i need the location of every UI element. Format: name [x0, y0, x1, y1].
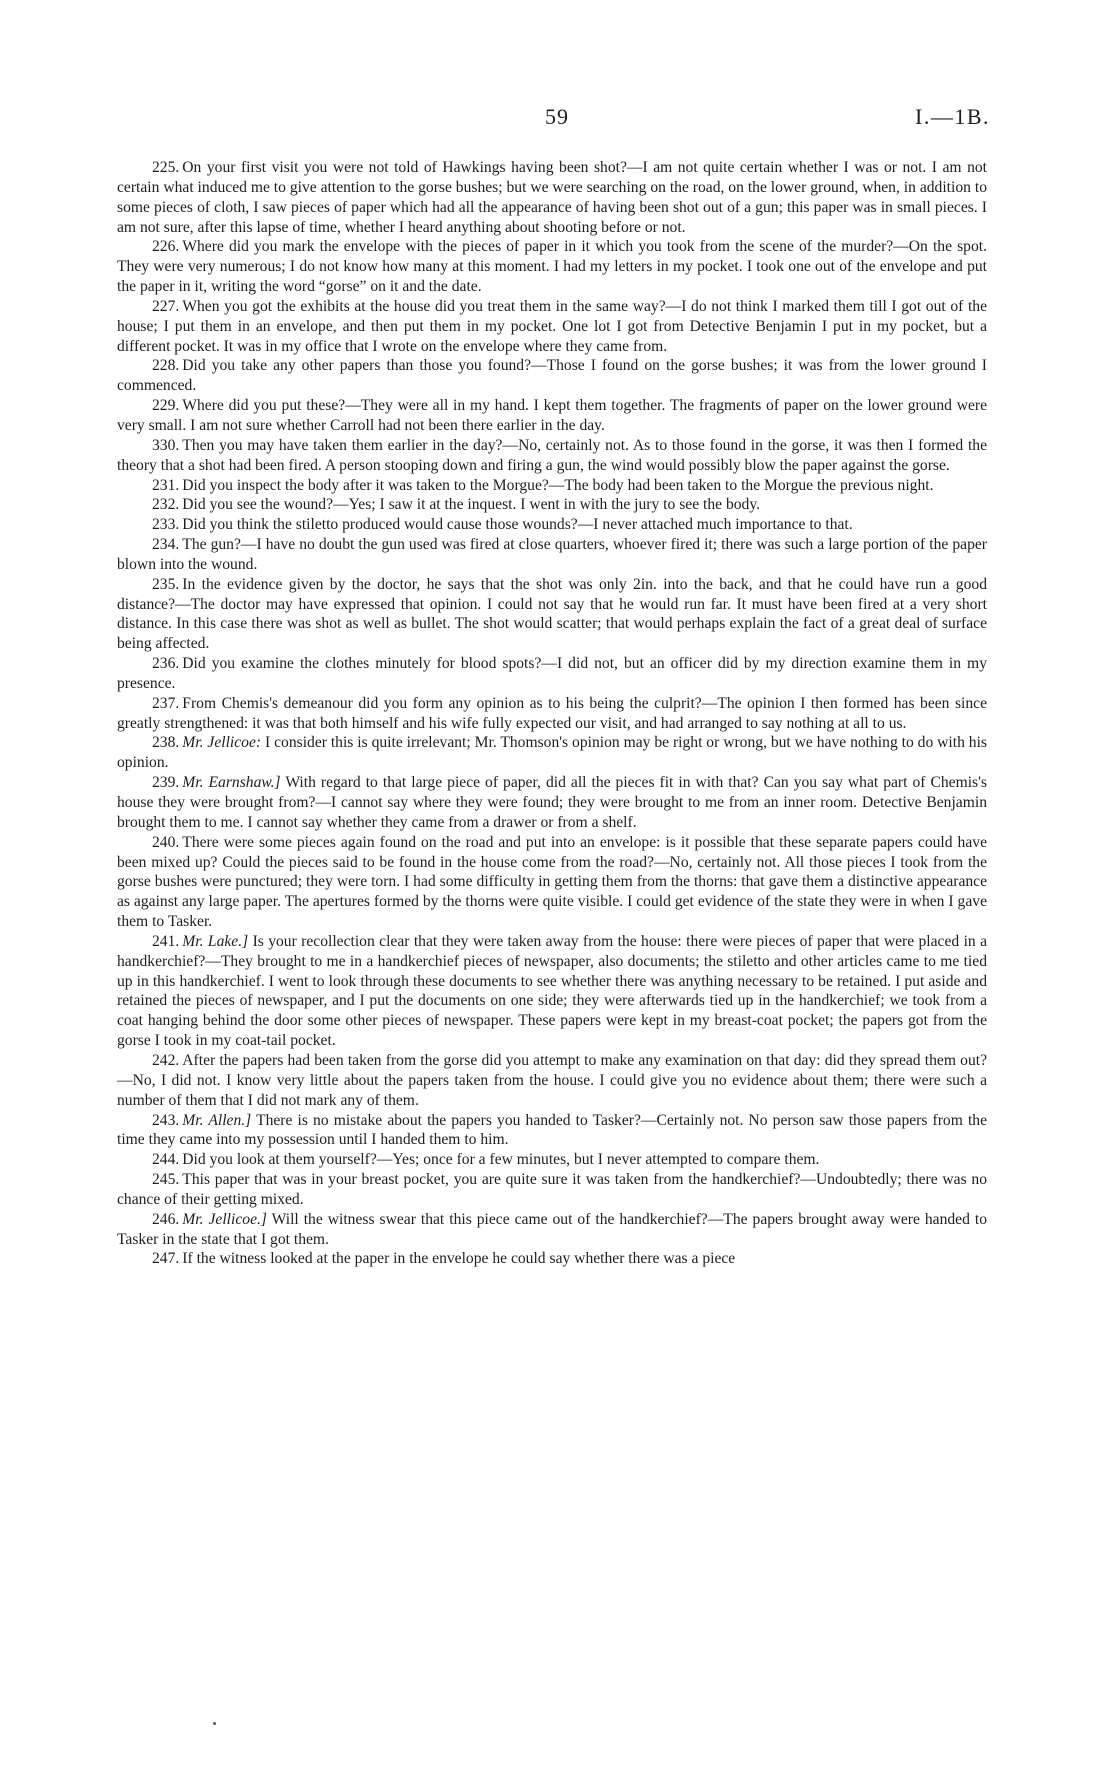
question-number: 243. — [152, 1111, 180, 1129]
question-number: 233. — [152, 516, 180, 534]
question-paragraph — [117, 476, 987, 496]
question-number: 247. — [152, 1250, 180, 1268]
question-number: 245. — [152, 1171, 180, 1189]
question-paragraph — [117, 297, 987, 357]
document-reference: I.—1B. — [915, 104, 990, 129]
question-text: After the papers had been taken from the gorse did you attempt to make any examination on that day: did they spread them out?—No, I did not. I know very little about the papers taken from the house. I could give you no evidence about them; there were such a number of them that I did not mark any of them. — [117, 1051, 987, 1109]
question-paragraph — [117, 396, 987, 436]
question-text: The gun?—I have no doubt the gun used was fired at close quarters, whoever fired it; there was such a large portion of the paper blown into the wound. — [117, 536, 987, 573]
question-paragraph — [117, 1170, 987, 1210]
question-text: From Chemis's demeanour did you form any opinion as to his being the culprit?—The opinion I then formed has been since greatly strengthened: it was that both himself and his wife fully expected our visit, and had arranged to say nothing at all to us. — [117, 694, 987, 732]
question-paragraph — [117, 654, 987, 694]
speaker-name: Mr. Jellicoe.] — [182, 1210, 267, 1228]
question-number: 227. — [152, 297, 180, 315]
question-number: 244. — [152, 1151, 180, 1169]
question-text: Did you examine the clothes minutely for blood spots?—I did not, but an officer did by my direction examine them in my presence. — [117, 655, 987, 692]
question-text: Did you think the stiletto produced would cause those wounds?—I never attached much importance to that. — [182, 516, 853, 534]
question-paragraph — [117, 833, 987, 932]
question-number: 330. — [152, 436, 180, 454]
question-text: Then you may have taken them earlier in the day?—No, certainly not. As to those found in the gorse, it was then I formed the theory that a shot had been fired. A person stooping down and firing a gun, the wind would possibly blow the paper against the gorse. — [117, 436, 987, 474]
question-number: 234. — [152, 536, 180, 554]
question-number: 228. — [152, 357, 180, 375]
question-text: Did you look at them yourself?—Yes; once for a few minutes, but I never attempted to compare them. — [182, 1151, 820, 1169]
question-number: 226. — [152, 238, 180, 256]
print-speck — [213, 1722, 216, 1725]
question-number: 239. — [152, 774, 180, 792]
question-number: 238. — [152, 734, 180, 752]
question-paragraph — [117, 436, 987, 476]
question-paragraph — [117, 356, 987, 396]
question-paragraph — [117, 575, 987, 654]
question-number: 236. — [152, 655, 180, 673]
speaker-name: Mr. Allen.] — [182, 1111, 252, 1129]
question-paragraph — [117, 1051, 987, 1111]
question-paragraph — [117, 773, 987, 833]
speaker-name: Mr. Lake.] — [182, 932, 249, 950]
question-number: 240. — [152, 833, 180, 851]
question-text: If the witness looked at the paper in the envelope he could say whether there was a piece — [182, 1250, 736, 1268]
question-text: Where did you mark the envelope with the pieces of paper in it which you took from the scene of the murder?—On the spot. They were very numerous; I do not know how many at this moment. I had my letters in my pocket. I took one out of the envelope and put the paper in it, writing the word “gorse” on it and the date. — [117, 238, 987, 296]
question-text: In the evidence given by the doctor, he says that the shot was only 2in. into the back, and that he could have run a good distance?—The doctor may have expressed that opinion. I could not say that he would run far. It must have been fired at a very short distance. In this case there was shot as well as bullet. The shot would scatter; that would perhaps explain the fact of a great deal of surface being affected. — [117, 575, 987, 653]
question-text: Did you see the wound?—Yes; I saw it at the inquest. I went in with the jury to see the body. — [182, 496, 761, 514]
question-number: 242. — [152, 1051, 180, 1069]
question-text: There is no mistake about the papers you handed to Tasker?—Certainly not. No person saw those papers from the time they came into my possession until I handed them to him. — [117, 1111, 987, 1149]
question-paragraph — [117, 932, 987, 1051]
question-paragraph — [117, 535, 987, 575]
question-paragraph — [117, 1249, 987, 1269]
question-text: With regard to that large piece of paper, did all the pieces fit in with that? Can you say what part of Chemis's house they were brought from?—I cannot say where they were found; they were brought to me from an inner room. Detective Benjamin brought them to me. I cannot say whether they came from a drawer or from a shelf. — [117, 774, 987, 831]
question-number: 225. — [152, 159, 180, 176]
question-text: I consider this is quite irrelevant; Mr. Thomson's opinion may be right or wrong, but we have nothing to do with his opinion. — [117, 734, 987, 772]
question-text: Did you take any other papers than those you found?—Those I found on the gorse bushes; it was from the lower ground I commenced. — [117, 357, 987, 395]
page-number: 59 — [545, 104, 569, 129]
question-paragraph — [117, 1111, 987, 1151]
speaker-name: Mr. Earnshaw.] — [182, 774, 281, 792]
evidence-transcript — [117, 158, 987, 1269]
question-paragraph — [117, 694, 987, 734]
question-number: 232. — [152, 496, 180, 514]
question-text: Will the witness swear that this piece came out of the handkerchief?—The papers brought away were handed to Tasker in the state that I got them. — [117, 1210, 987, 1248]
question-number: 241. — [152, 932, 180, 950]
question-paragraph — [117, 495, 987, 515]
page-header — [0, 104, 1114, 134]
question-text: There were some pieces again found on the road and put into an envelope: is it possible that these separate papers could have been mixed up? Could the pieces said to be found in the house come from the road?—No, certainly not. All those pieces I took from the gorse bushes were punctured; they were torn. I had some difficulty in getting them from the thorns: that gave them a distinctive appearance as against any large paper. The apertures formed by the thorns were quite visible. I could get evidence of the state they were in when I gave them to Tasker. — [117, 833, 987, 931]
question-paragraph — [117, 733, 987, 773]
question-number: 237. — [152, 694, 180, 712]
question-number: 229. — [152, 397, 180, 415]
question-text: When you got the exhibits at the house did you treat them in the same way?—I do not think I marked them till I got out of the house; I put them in an envelope, and then put them in my pocket. One lot I got from Detective Benjamin I put in my pocket, but a different pocket. It was in my office that I wrote on the envelope where they came from. — [117, 297, 987, 355]
question-number: 246. — [152, 1210, 180, 1228]
question-paragraph — [117, 515, 987, 535]
speaker-name: Mr. Jellicoe: — [182, 734, 262, 752]
question-paragraph — [117, 237, 987, 297]
question-paragraph — [117, 1150, 987, 1170]
question-text: Did you inspect the body after it was taken to the Morgue?—The body had been taken to the Morgue the previous night. — [182, 476, 934, 494]
question-text: This paper that was in your breast pocket, you are quite sure it was taken from the handkerchief?—Undoubtedly; there was no chance of their getting mixed. — [117, 1171, 987, 1208]
question-number: 231. — [152, 476, 180, 494]
question-paragraph — [117, 1210, 987, 1250]
question-number: 235. — [152, 575, 180, 593]
question-text: Is your recollection clear that they were taken away from the house: there were pieces of paper that were placed in a handkerchief?—They brought to me in a handkerchief pieces of newspaper, also documents; the stiletto and other articles came to me tied up in this handkerchief. I went to look through these documents to see whether there was anything necessary to be retained. I put aside and retained the pieces of newspaper, and I put the documents on one side; they were afterwards tied up in the handkerchief; we took from a coat hanging behind the door some other pieces of newspaper. These papers were kept in my breast-coat pocket; the papers got from the gorse I took in my coat-tail pocket. — [117, 932, 987, 1050]
question-text: On your first visit you were not told of Hawkings having been shot?—I am not quite certain whether I was or not. I am not certain what induced me to give attention to the gorse bushes; but we were searching on the road, on the lower ground, when, in addition to some pieces of cloth, I saw pieces of paper which had all the appearance of having been shot out of a gun; this paper was in small pieces. I am not sure, after this lapse of time, whether I heard anything about shooting before or not. — [117, 159, 987, 236]
question-text: Where did you put these?—They were all in my hand. I kept them together. The fragments of paper on the lower ground were very small. I am not sure whether Carroll had not been there earlier in the day. — [117, 397, 987, 434]
question-paragraph — [117, 158, 987, 237]
